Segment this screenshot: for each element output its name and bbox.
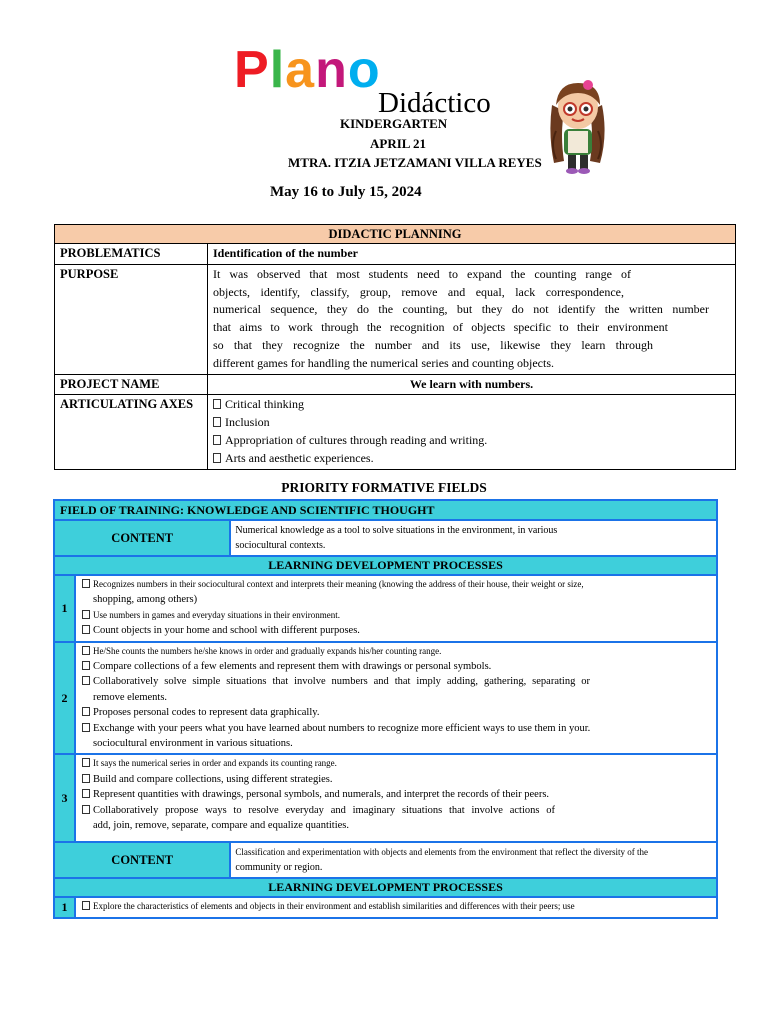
process-item: Collaboratively solve simple situations that involve numbers and that imply adding, gathering, separating or — [82, 674, 590, 689]
level-label: KINDERGARTEN — [340, 116, 448, 131]
period-dates: May 16 to July 15, 2024 — [270, 184, 422, 200]
process-number: 3 — [54, 754, 75, 842]
process-item: Collaboratively propose ways to resolve everyday and imaginary situations that involve actions of — [82, 803, 555, 818]
purpose-line: that aims to work through the recognition of objects specific to their environment — [213, 320, 668, 335]
articulating-axes-label: ARTICULATING AXES — [55, 395, 208, 469]
process-items: It says the numerical series in order and expands its counting range. Build and compare collections, using different strategies. Represent quantities with drawings, personal symbols, and numerals, and interpret the records of their peers. Collaboratively propose ways to resolve everyday and imaginary situations that involve actions of add, join, remove, separate, compare and equalize quantities. — [75, 754, 717, 842]
content-text: Numerical knowledge as a tool to solve situations in the environment, in various sociocultural contexts. — [230, 520, 717, 556]
title-letter: o — [347, 41, 381, 99]
processes-heading: LEARNING DEVELOPMENT PROCESSES — [54, 878, 717, 897]
planning-heading: DIDACTIC PLANNING — [55, 225, 736, 244]
process-item: He/She counts the numbers he/she knows in order and gradually expands his/her counting range. — [82, 644, 712, 659]
process-item: Use numbers in games and everyday situations in their environment. — [82, 608, 712, 623]
formative-fields-table — [53, 499, 718, 919]
process-item: Recognizes numbers in their sociocultural context and interprets their meaning (knowing the address of their house, their weight or size, — [82, 577, 712, 592]
process-item: Compare collections of a few elements and represent them with drawings or personal symbols. — [82, 659, 712, 674]
date-code: APRIL 21 — [370, 136, 426, 151]
purpose-text — [208, 264, 736, 374]
axis-item: Arts and aesthetic experiences. — [213, 450, 730, 468]
process-number: 2 — [54, 642, 75, 755]
process-items: He/She counts the numbers he/she knows in order and gradually expands his/her counting range. Compare collections of a few elements and represent them with drawings or personal symbols. Collaboratively solve simple situations that involve numbers and that imply adding, gathering, separating or remove elements. Proposes personal codes to represent data graphically. Exchange with your peers what you have learned about numbers to recognize more efficient ways to use them in your. sociocultural environment in various situations. — [75, 642, 717, 755]
purpose-line: numerical sequence, they do the counting, but they do not identify the written number — [213, 302, 709, 317]
title-letter: l — [269, 41, 286, 99]
articulating-axes-list — [208, 395, 736, 469]
title-letter: P — [234, 41, 270, 99]
project-name-label: PROJECT NAME — [55, 374, 208, 395]
process-item: Count objects in your home and school with different purposes. — [82, 623, 712, 638]
content-label: CONTENT — [54, 842, 230, 878]
teacher-name: MTRA. ITZIA JETZAMANI VILLA REYES — [288, 155, 542, 170]
process-number: 1 — [54, 575, 75, 642]
page-subtitle: Didáctico — [378, 87, 491, 119]
title-letter: n — [315, 41, 348, 99]
axis-item: Critical thinking — [213, 396, 730, 414]
section-title: PRIORITY FORMATIVE FIELDS — [281, 480, 487, 495]
purpose-line: different games for handling the numerical series and counting objects. — [213, 355, 555, 370]
teacher-avatar-illustration — [540, 75, 615, 175]
problematics-label: PROBLEMATICS — [55, 244, 208, 265]
purpose-line: so that they recognize the number and its use, likewise they learn through — [213, 337, 653, 352]
purpose-line: It was observed that most students need to expand the counting range of — [213, 266, 631, 281]
purpose-line: objects, identify, classify, group, remove and equal, lack correspondence, — [213, 284, 624, 299]
problematics-value: Identification of the number — [208, 244, 736, 265]
process-item: Build and compare collections, using different strategies. — [82, 772, 712, 787]
process-item: Represent quantities with drawings, personal symbols, and numerals, and interpret the records of their peers. — [82, 787, 712, 802]
process-item: It says the numerical series in order and expands its counting range. — [82, 756, 712, 771]
process-items: Recognizes numbers in their sociocultural context and interprets their meaning (knowing the address of their house, their weight or size, shopping, among others) Use numbers in games and everyday situations in their environment. Count objects in your home and school with different purposes. — [75, 575, 717, 642]
field-title: FIELD OF TRAINING: KNOWLEDGE AND SCIENTIFIC THOUGHT — [54, 500, 717, 520]
page-title — [234, 40, 381, 100]
process-item: Explore the characteristics of elements and objects in their environment and establish similarities and differences with their peers; use — [82, 899, 712, 914]
processes-heading: LEARNING DEVELOPMENT PROCESSES — [54, 556, 717, 575]
process-item: Exchange with your peers what you have learned about numbers to recognize more efficient ways to use them in your. — [82, 721, 712, 736]
axis-item: Appropriation of cultures through reading and writing. — [213, 432, 730, 450]
content-text: Classification and experimentation with objects and elements from the environment that reflect the diversity of the community or region. — [230, 842, 717, 878]
process-number: 1 — [54, 897, 75, 917]
purpose-label: PURPOSE — [55, 264, 208, 374]
axis-item: Inclusion — [213, 414, 730, 432]
didactic-planning-table — [54, 224, 736, 470]
process-items — [75, 897, 717, 917]
process-item: Proposes personal codes to represent data graphically. — [82, 705, 712, 720]
title-letter: a — [285, 41, 316, 99]
content-label: CONTENT — [54, 520, 230, 556]
project-name-value: We learn with numbers. — [208, 374, 736, 395]
